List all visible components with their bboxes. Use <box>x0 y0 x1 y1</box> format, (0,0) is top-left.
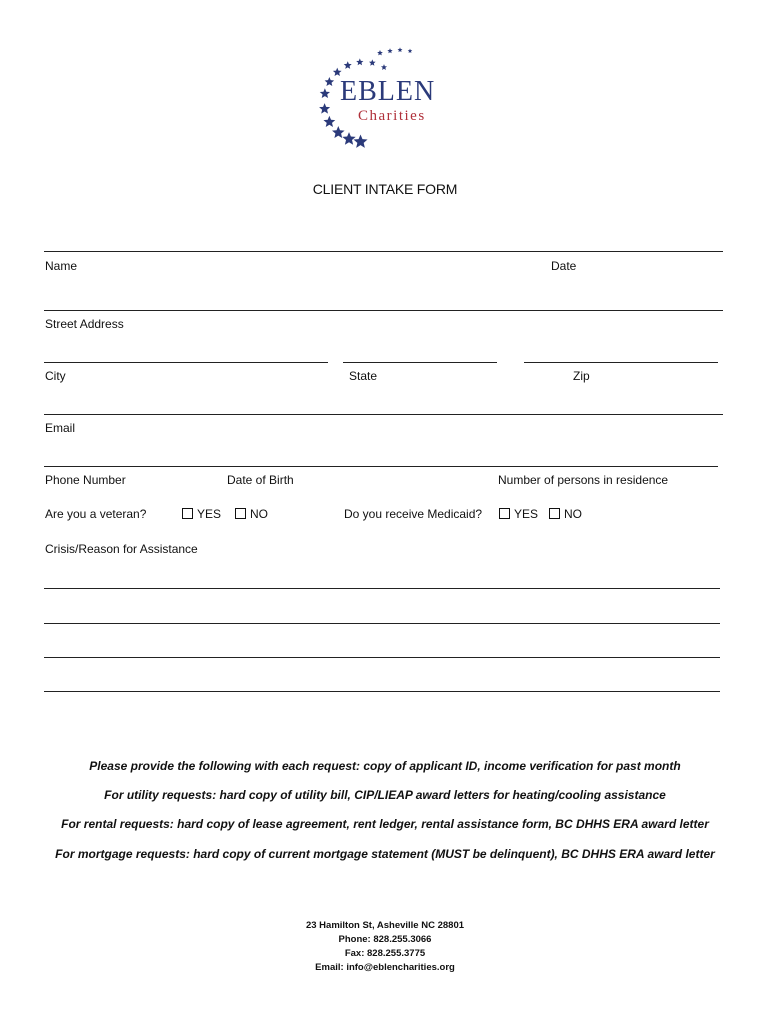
street-label: Street Address <box>45 317 124 331</box>
note-mortgage: For mortgage requests: hard copy of current mortgage statement (MUST be delinquent), BC DHHS ERA award letter <box>55 847 715 861</box>
zip-line[interactable] <box>524 362 718 363</box>
star-icon <box>369 59 376 65</box>
state-line[interactable] <box>343 362 497 363</box>
email-line[interactable] <box>44 414 723 415</box>
star-icon <box>408 49 413 53</box>
email-label: Email <box>45 421 76 435</box>
city-label: City <box>45 369 66 383</box>
star-icon <box>333 68 342 76</box>
star-icon <box>377 50 383 55</box>
state-label: State <box>349 369 378 383</box>
phone-dob-persons-line[interactable] <box>44 466 718 467</box>
checkbox-icon <box>549 508 560 519</box>
crisis-line-1[interactable] <box>44 588 720 589</box>
crisis-label: Crisis/Reason for Assistance <box>45 542 198 556</box>
logo-subtitle: Charities <box>358 108 426 124</box>
medicaid-no-checkbox[interactable] <box>549 507 582 521</box>
star-icon <box>381 64 387 70</box>
star-icon <box>344 61 352 69</box>
zip-label: Zip <box>573 369 590 383</box>
star-icon <box>387 48 392 53</box>
date-label: Date <box>551 259 577 273</box>
dob-label: Date of Birth <box>227 473 294 487</box>
veteran-no-checkbox[interactable] <box>235 507 268 521</box>
note-rental: For rental requests: hard copy of lease agreement, rent ledger, rental assistance form, BC DHHS ERA award letter <box>61 817 709 831</box>
veteran-question: Are you a veteran? <box>45 507 147 521</box>
star-icon <box>353 134 367 147</box>
star-icon <box>325 77 335 86</box>
checkbox-icon <box>235 508 246 519</box>
veteran-no-label: NO <box>250 507 268 521</box>
veteran-yes-label: YES <box>197 507 222 521</box>
footer-email: Email: info@eblencharities.org <box>315 962 455 973</box>
crisis-line-3[interactable] <box>44 657 720 658</box>
checkbox-icon <box>499 508 510 519</box>
footer-fax: Fax: 828.255.3775 <box>344 948 426 959</box>
medicaid-question: Do you receive Medicaid? <box>344 507 483 521</box>
star-icon <box>319 103 330 113</box>
street-line[interactable] <box>44 310 723 311</box>
checkbox-icon <box>182 508 193 519</box>
medicaid-yes-label: YES <box>514 507 539 521</box>
medicaid-yes-checkbox[interactable] <box>499 507 538 521</box>
medicaid-no-label: NO <box>564 507 582 521</box>
name-label: Name <box>45 259 78 273</box>
star-icon <box>332 126 345 138</box>
footer-address: 23 Hamilton St, Asheville NC 28801 <box>305 920 465 931</box>
crisis-line-2[interactable] <box>44 623 720 624</box>
form-title: CLIENT INTAKE FORM <box>312 181 458 197</box>
name-date-line[interactable] <box>44 251 723 252</box>
star-icon <box>320 88 330 98</box>
logo-wordmark <box>340 76 435 108</box>
note-general: Please provide the following with each request: copy of applicant ID, income verification for past month <box>89 759 681 773</box>
crisis-line-4[interactable] <box>44 691 720 692</box>
eblen-logo <box>318 46 458 156</box>
persons-label: Number of persons in residence <box>498 473 669 487</box>
star-icon <box>356 58 363 65</box>
footer-phone: Phone: 828.255.3066 <box>338 934 432 945</box>
logo-word: EBLEN <box>340 76 436 107</box>
star-icon <box>323 116 335 127</box>
phone-label: Phone Number <box>45 473 126 487</box>
city-line[interactable] <box>44 362 328 363</box>
star-icon <box>342 132 355 145</box>
star-icon <box>398 47 403 52</box>
note-utility: For utility requests: hard copy of utility bill, CIP/LIEAP award letters for heating/cooling assistance <box>104 788 666 802</box>
veteran-yes-checkbox[interactable] <box>182 507 221 521</box>
